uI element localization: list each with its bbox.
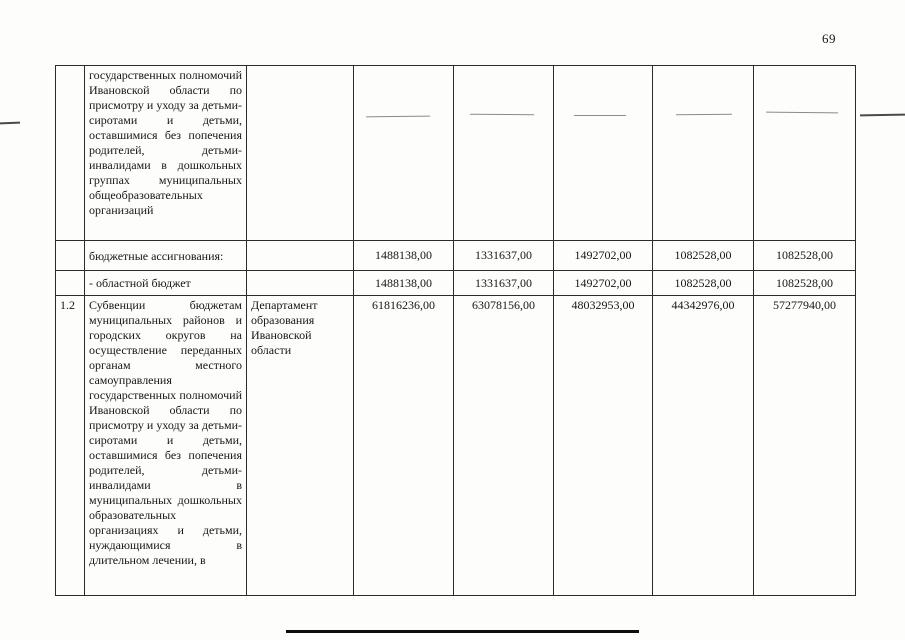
department-cell: Департамент образования Ивановской области <box>247 296 354 596</box>
value-cell: 57277940,00 <box>754 296 856 596</box>
scan-artifact-dash <box>574 115 626 116</box>
value-cell: 61816236,00 <box>354 296 454 596</box>
department-cell <box>247 241 354 271</box>
table-row-budget-allocations <box>56 241 856 271</box>
value-cell: 48032953,00 <box>554 296 653 596</box>
value-cell: 1082528,00 <box>754 271 856 296</box>
value-cell: 1331637,00 <box>454 271 554 296</box>
page-number: 69 <box>822 31 836 46</box>
row-number-cell <box>56 241 85 271</box>
budget-label-cell: бюджетные ассигнования: <box>85 241 247 271</box>
description-cell: Субвенции бюджетам муниципальных районов и городских округов на осуществление переданных органам местного самоуправления государственных полномочий Ивановской области по присмотру и уходу за детьми-сиротами и детьми, оставшимися без попечения родителей, детьми-инвалидами в муниципальных дошкольных образовательных организациях и детьми, нуждающимися в длительном лечении, в <box>85 296 247 596</box>
value-cell <box>754 66 856 241</box>
table-row-1-2 <box>56 296 856 596</box>
value-cell <box>354 66 454 241</box>
department-cell <box>247 271 354 296</box>
department-cell <box>247 66 354 241</box>
scan-artifact-bottom-line <box>286 630 639 633</box>
regional-budget-label-cell: - областной бюджет <box>85 271 247 296</box>
row-number-cell <box>56 271 85 296</box>
value-cell: 44342976,00 <box>653 296 754 596</box>
value-cell <box>554 66 653 241</box>
budget-table <box>55 65 856 596</box>
row-number-cell <box>56 66 85 241</box>
value-cell <box>454 66 554 241</box>
value-cell: 1082528,00 <box>754 241 856 271</box>
value-cell: 63078156,00 <box>454 296 554 596</box>
value-cell <box>653 66 754 241</box>
value-cell: 1492702,00 <box>554 241 653 271</box>
value-cell: 1488138,00 <box>354 271 454 296</box>
value-cell: 1082528,00 <box>653 271 754 296</box>
scan-artifact-dash <box>0 122 20 125</box>
table-row-regional-budget <box>56 271 856 296</box>
value-cell: 1331637,00 <box>454 241 554 271</box>
scan-artifact-dash <box>860 114 905 117</box>
value-cell: 1488138,00 <box>354 241 454 271</box>
table-row-continuation <box>56 66 856 241</box>
value-cell: 1082528,00 <box>653 241 754 271</box>
row-number-cell: 1.2 <box>56 296 85 596</box>
value-cell: 1492702,00 <box>554 271 653 296</box>
description-cell: государственных полномочий Ивановской области по присмотру и уходу за детьми-сиротами и детьми, оставшимися без попечения родителей, детьми-инвалидами в дошкольных группах муниципальных общеобразовательных организаций <box>85 66 247 241</box>
